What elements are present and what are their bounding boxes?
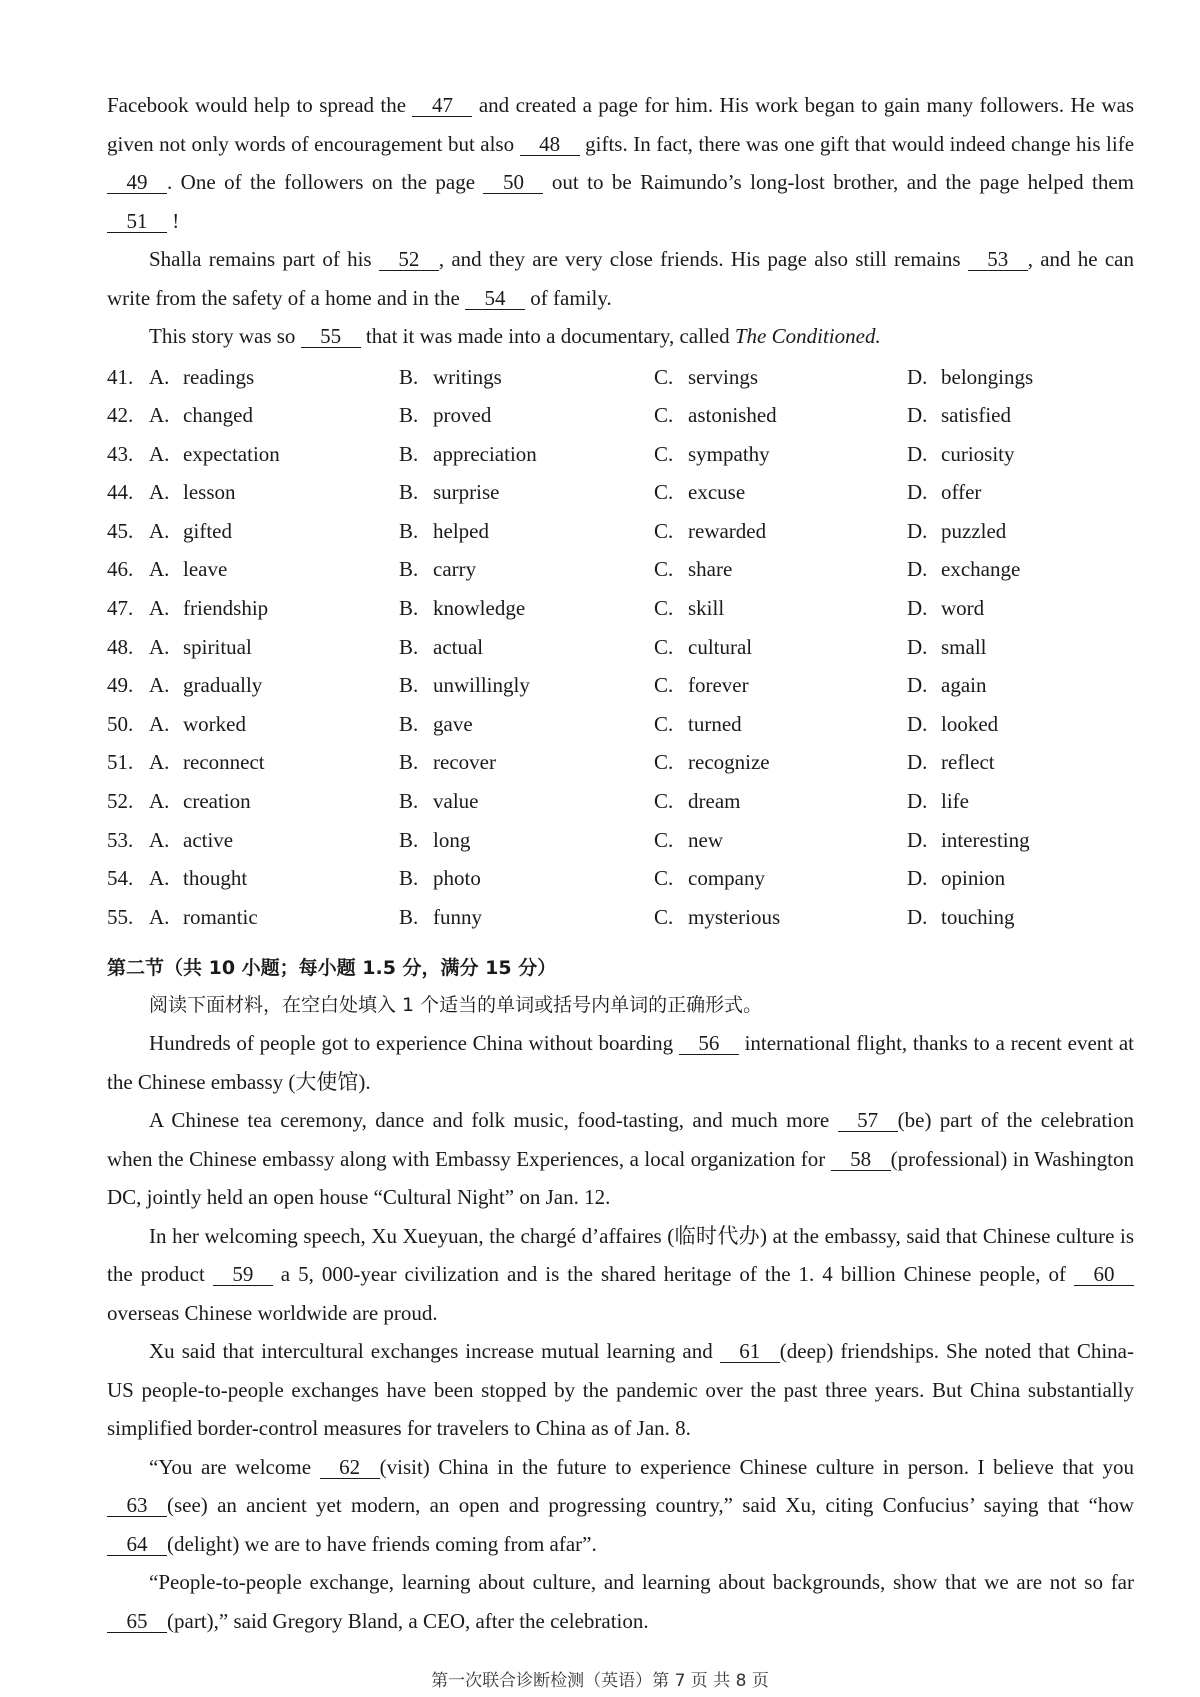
option-row xyxy=(107,435,1134,474)
blank-62: 62 xyxy=(320,1456,380,1479)
documentary-title: The Conditioned. xyxy=(734,324,881,348)
option-word: spiritual xyxy=(183,634,252,659)
option-word: exchange xyxy=(941,557,1021,582)
option-word: cultural xyxy=(688,634,753,659)
blank-48: 48 xyxy=(520,133,580,156)
option-row xyxy=(107,550,1134,589)
option-letter: D. xyxy=(907,557,928,582)
blank-59: 59 xyxy=(213,1263,273,1286)
option-letter: B. xyxy=(399,403,419,428)
option-letter: C. xyxy=(654,634,674,659)
option-row xyxy=(107,589,1134,628)
option-row xyxy=(107,821,1134,860)
option-letter: B. xyxy=(399,750,419,775)
option-row xyxy=(107,358,1134,397)
option-d xyxy=(907,705,1107,744)
question-number: 52. xyxy=(107,789,134,814)
text: (visit) China in the future to experience Chinese culture in person. I believe that you xyxy=(379,1454,1134,1479)
options-list xyxy=(107,358,1134,937)
passage2-paragraph-1 xyxy=(107,1024,1134,1101)
blank-63: 63 xyxy=(107,1494,167,1517)
text: (deep) friendships. She noted that China-US people-to-people exchanges have been stopped by the pandemic over the past three years. But China substantially simplified border-control measures for travelers to China as of Jan. 8. xyxy=(107,1339,1135,1441)
option-row xyxy=(107,898,1134,937)
option-letter: D. xyxy=(907,866,928,891)
option-a xyxy=(149,666,399,705)
option-letter: D. xyxy=(907,480,928,505)
option-c xyxy=(654,512,907,551)
option-letter: B. xyxy=(399,904,419,929)
option-word: gave xyxy=(433,711,473,736)
blank-53: 53 xyxy=(968,248,1028,271)
option-d xyxy=(907,358,1107,397)
option-word: leave xyxy=(183,557,228,582)
option-row xyxy=(107,782,1134,821)
blank-54: 54 xyxy=(465,287,525,310)
option-d xyxy=(907,821,1107,860)
option-c xyxy=(654,666,907,705)
option-letter: B. xyxy=(399,557,419,582)
option-letter: D. xyxy=(907,750,928,775)
passage2-paragraph-6 xyxy=(107,1563,1134,1640)
question-number: 50. xyxy=(107,711,134,736)
option-a xyxy=(149,743,399,782)
text: (professional) in Washington DC, jointly held an open house “Cultural Night” on Jan. 12. xyxy=(107,1146,1135,1210)
option-c xyxy=(654,396,907,435)
blank-49: 49 xyxy=(107,171,167,194)
option-word: curiosity xyxy=(941,441,1015,466)
option-c xyxy=(654,743,907,782)
option-word: gradually xyxy=(183,673,263,698)
option-word: creation xyxy=(183,789,251,814)
option-letter: D. xyxy=(907,789,928,814)
question-number: 44. xyxy=(107,480,134,505)
option-letter: D. xyxy=(907,634,928,659)
text: and created a page for him. His work began to gain many followers. He was given not only words of encouragement but also xyxy=(107,93,1134,156)
question-number: 55. xyxy=(107,904,134,929)
option-c xyxy=(654,821,907,860)
option-word: unwillingly xyxy=(433,673,530,698)
blank-55: 55 xyxy=(301,325,361,348)
option-word: turned xyxy=(688,711,742,736)
blank-64: 64 xyxy=(107,1533,167,1556)
option-letter: A. xyxy=(149,750,170,775)
option-d xyxy=(907,589,1107,628)
option-letter: B. xyxy=(399,827,419,852)
option-a xyxy=(149,628,399,667)
option-word: appreciation xyxy=(433,441,537,466)
text: (see) an ancient yet modern, an open and progressing country,” said Xu, citing Confucius’ saying that “how xyxy=(167,1493,1134,1518)
text: Hundreds of people got to experience China without boarding xyxy=(149,1031,679,1056)
option-letter: B. xyxy=(399,789,419,814)
option-letter: B. xyxy=(399,673,419,698)
option-word: forever xyxy=(688,673,749,698)
text: of family. xyxy=(525,285,612,310)
question-number: 45. xyxy=(107,518,134,543)
option-letter: B. xyxy=(399,866,419,891)
option-word: photo xyxy=(433,866,481,891)
option-c xyxy=(654,435,907,474)
option-letter: B. xyxy=(399,634,419,659)
option-letter: B. xyxy=(399,518,419,543)
option-letter: B. xyxy=(399,596,419,621)
option-word: looked xyxy=(941,711,999,736)
option-word: lesson xyxy=(183,480,236,505)
option-word: romantic xyxy=(183,904,258,929)
option-c xyxy=(654,705,907,744)
option-letter: A. xyxy=(149,904,170,929)
option-a xyxy=(149,782,399,821)
text: “You are welcome xyxy=(149,1454,320,1479)
option-word: value xyxy=(433,789,479,814)
option-d xyxy=(907,782,1107,821)
passage1-paragraph-2 xyxy=(107,240,1134,317)
option-word: life xyxy=(941,789,969,814)
option-letter: A. xyxy=(149,480,170,505)
option-word: worked xyxy=(183,711,246,736)
option-d xyxy=(907,666,1107,705)
option-word: interesting xyxy=(941,827,1030,852)
option-word: rewarded xyxy=(688,518,767,543)
option-a xyxy=(149,396,399,435)
option-d xyxy=(907,859,1107,898)
option-letter: C. xyxy=(654,827,674,852)
text: that it was made into a documentary, called xyxy=(360,324,735,348)
blank-57: 57 xyxy=(838,1109,898,1132)
option-letter: A. xyxy=(149,866,170,891)
option-letter: D. xyxy=(907,403,928,428)
option-b xyxy=(399,666,654,705)
text: , and he can write from the safety of a home and in the xyxy=(107,247,1134,310)
option-a xyxy=(149,589,399,628)
option-letter: C. xyxy=(654,596,674,621)
passage2-paragraph-4 xyxy=(107,1332,1134,1448)
option-a xyxy=(149,358,399,397)
option-word: funny xyxy=(433,904,482,929)
option-b xyxy=(399,358,654,397)
option-row xyxy=(107,396,1134,435)
question-number: 54. xyxy=(107,866,134,891)
question-number: 51. xyxy=(107,750,134,775)
option-word: again xyxy=(941,673,987,698)
option-letter: B. xyxy=(399,441,419,466)
option-letter: C. xyxy=(654,403,674,428)
option-b xyxy=(399,396,654,435)
option-word: sympathy xyxy=(688,441,770,466)
option-letter: D. xyxy=(907,711,928,736)
option-word: proved xyxy=(433,403,492,428)
option-word: word xyxy=(941,596,985,621)
option-c xyxy=(654,859,907,898)
text: (delight) we are to have friends coming from afar”. xyxy=(167,1531,597,1556)
option-c xyxy=(654,589,907,628)
option-row xyxy=(107,628,1134,667)
option-row xyxy=(107,705,1134,744)
page-footer: 第一次联合诊断检测（英语）第 7 页 共 8 页 xyxy=(431,1671,769,1691)
option-b xyxy=(399,705,654,744)
option-word: actual xyxy=(433,634,484,659)
option-letter: C. xyxy=(654,441,674,466)
option-word: dream xyxy=(688,789,741,814)
option-d xyxy=(907,512,1107,551)
option-word: astonished xyxy=(688,403,777,428)
text: overseas Chinese worldwide are proud. xyxy=(107,1300,438,1325)
option-row xyxy=(107,666,1134,705)
option-a xyxy=(149,550,399,589)
option-word: offer xyxy=(941,480,982,505)
option-word: new xyxy=(688,827,723,852)
text: . One of the followers on the page xyxy=(167,170,484,194)
option-letter: C. xyxy=(654,904,674,929)
option-d xyxy=(907,743,1107,782)
option-word: changed xyxy=(183,403,253,428)
option-word: writings xyxy=(433,364,502,389)
option-word: recover xyxy=(433,750,496,775)
text: gifts. In fact, there was one gift that would indeed change his life xyxy=(579,131,1135,156)
text: Shalla remains part of his xyxy=(149,247,379,271)
option-b xyxy=(399,512,654,551)
option-letter: A. xyxy=(149,403,170,428)
option-letter: C. xyxy=(654,518,674,543)
option-word: small xyxy=(941,634,987,659)
option-b xyxy=(399,550,654,589)
option-letter: D. xyxy=(907,596,928,621)
option-word: belongings xyxy=(941,364,1034,389)
option-word: friendship xyxy=(183,596,269,621)
option-letter: A. xyxy=(149,711,170,736)
option-word: active xyxy=(183,827,234,852)
passage1-paragraph-1 xyxy=(107,86,1134,240)
option-word: reflect xyxy=(941,750,995,775)
option-word: gifted xyxy=(183,518,232,543)
passage2-paragraph-5 xyxy=(107,1448,1134,1564)
passage2-paragraph-2 xyxy=(107,1101,1134,1217)
option-letter: A. xyxy=(149,634,170,659)
text: (be) part of the celebration when the Chinese embassy along with Embassy Experiences, a local organization for xyxy=(107,1108,1134,1171)
option-d xyxy=(907,396,1107,435)
option-letter: B. xyxy=(399,711,419,736)
option-letter: C. xyxy=(654,673,674,698)
option-word: knowledge xyxy=(433,596,526,621)
option-letter: C. xyxy=(654,364,674,389)
option-c xyxy=(654,782,907,821)
option-letter: C. xyxy=(654,789,674,814)
passage2-paragraph-3 xyxy=(107,1217,1134,1333)
blank-61: 61 xyxy=(720,1340,780,1363)
option-word: helped xyxy=(433,518,489,543)
option-d xyxy=(907,550,1107,589)
option-row xyxy=(107,743,1134,782)
option-letter: B. xyxy=(399,364,419,389)
option-c xyxy=(654,473,907,512)
option-b xyxy=(399,435,654,474)
option-c xyxy=(654,358,907,397)
option-c xyxy=(654,898,907,937)
option-word: readings xyxy=(183,364,255,389)
option-letter: A. xyxy=(149,789,170,814)
section-instruction: 阅读下面材料，在空白处填入 1 个适当的单词或括号内单词的正确形式。 xyxy=(149,994,763,1017)
text: ! xyxy=(167,208,180,233)
question-number: 43. xyxy=(107,441,134,466)
option-letter: D. xyxy=(907,827,928,852)
option-row xyxy=(107,512,1134,551)
option-a xyxy=(149,435,399,474)
option-b xyxy=(399,898,654,937)
question-number: 41. xyxy=(107,364,134,389)
option-letter: A. xyxy=(149,557,170,582)
option-c xyxy=(654,628,907,667)
text: A Chinese tea ceremony, dance and folk music, food-tasting, and much more xyxy=(149,1108,838,1133)
option-a xyxy=(149,821,399,860)
option-b xyxy=(399,782,654,821)
option-letter: C. xyxy=(654,866,674,891)
option-letter: C. xyxy=(654,557,674,582)
option-letter: D. xyxy=(907,364,928,389)
blank-60: 60 xyxy=(1074,1263,1134,1286)
option-b xyxy=(399,473,654,512)
blank-65: 65 xyxy=(107,1610,167,1633)
option-b xyxy=(399,859,654,898)
option-a xyxy=(149,512,399,551)
option-word: mysterious xyxy=(688,904,781,929)
option-letter: A. xyxy=(149,596,170,621)
text: international flight, thanks to a recent event at the Chinese embassy (大使馆). xyxy=(107,1031,1134,1094)
blank-52: 52 xyxy=(379,248,439,271)
option-word: satisfied xyxy=(941,403,1011,428)
question-number: 53. xyxy=(107,827,134,852)
question-number: 42. xyxy=(107,403,134,428)
question-number: 47. xyxy=(107,596,134,621)
option-a xyxy=(149,705,399,744)
option-letter: B. xyxy=(399,480,419,505)
option-word: surprise xyxy=(433,480,500,505)
option-letter: C. xyxy=(654,480,674,505)
option-letter: C. xyxy=(654,711,674,736)
text: a 5, 000-year civilization and is the shared heritage of the 1. 4 billion Chinese people, of xyxy=(272,1262,1074,1287)
option-word: company xyxy=(688,866,765,891)
blank-51: 51 xyxy=(107,210,167,233)
option-letter: C. xyxy=(654,750,674,775)
option-b xyxy=(399,628,654,667)
option-letter: A. xyxy=(149,827,170,852)
option-d xyxy=(907,473,1107,512)
option-word: recognize xyxy=(688,750,770,775)
option-letter: A. xyxy=(149,441,170,466)
text: , and they are very close friends. His page also still remains xyxy=(438,247,968,271)
option-row xyxy=(107,859,1134,898)
passage1-paragraph-3 xyxy=(107,317,1134,356)
option-letter: A. xyxy=(149,518,170,543)
blank-56: 56 xyxy=(679,1032,739,1055)
option-word: long xyxy=(433,827,471,852)
text: “People-to-people exchange, learning about culture, and learning about backgrounds, show that we are not so far xyxy=(149,1570,1134,1595)
option-word: thought xyxy=(183,866,248,891)
option-letter: A. xyxy=(149,364,170,389)
option-letter: A. xyxy=(149,673,170,698)
option-word: share xyxy=(688,557,733,582)
option-b xyxy=(399,821,654,860)
option-word: touching xyxy=(941,904,1015,929)
option-d xyxy=(907,628,1107,667)
option-letter: D. xyxy=(907,673,928,698)
text: Xu said that intercultural exchanges increase mutual learning and xyxy=(149,1339,720,1364)
option-a xyxy=(149,473,399,512)
option-word: puzzled xyxy=(941,518,1007,543)
option-word: reconnect xyxy=(183,750,265,775)
option-letter: D. xyxy=(907,518,928,543)
option-letter: D. xyxy=(907,441,928,466)
option-d xyxy=(907,898,1107,937)
option-a xyxy=(149,859,399,898)
option-word: opinion xyxy=(941,866,1006,891)
option-b xyxy=(399,743,654,782)
blank-58: 58 xyxy=(831,1148,891,1171)
text: (part),” said Gregory Bland, a CEO, after the celebration. xyxy=(167,1608,649,1633)
text: out to be Raimundo’s long-lost brother, and the page helped them xyxy=(543,170,1134,194)
option-word: servings xyxy=(688,364,758,389)
text: This story was so xyxy=(149,324,301,348)
option-c xyxy=(654,550,907,589)
blank-50: 50 xyxy=(483,171,543,194)
option-letter: D. xyxy=(907,904,928,929)
option-row xyxy=(107,473,1134,512)
text: In her welcoming speech, Xu Xueyuan, the chargé d’affaires (临时代办) at the embassy, said that Chinese culture is the product xyxy=(107,1223,1134,1287)
option-word: excuse xyxy=(688,480,746,505)
question-number: 46. xyxy=(107,557,134,582)
option-b xyxy=(399,589,654,628)
section-heading: 第二节（共 10 小题；每小题 1.5 分，满分 15 分） xyxy=(107,957,557,980)
question-number: 49. xyxy=(107,673,134,698)
text: Facebook would help to spread the xyxy=(107,93,413,117)
question-number: 48. xyxy=(107,634,134,659)
option-a xyxy=(149,898,399,937)
option-d xyxy=(907,435,1107,474)
option-word: skill xyxy=(688,596,725,621)
option-word: carry xyxy=(433,557,477,582)
option-word: expectation xyxy=(183,441,280,466)
blank-47: 47 xyxy=(412,94,472,117)
